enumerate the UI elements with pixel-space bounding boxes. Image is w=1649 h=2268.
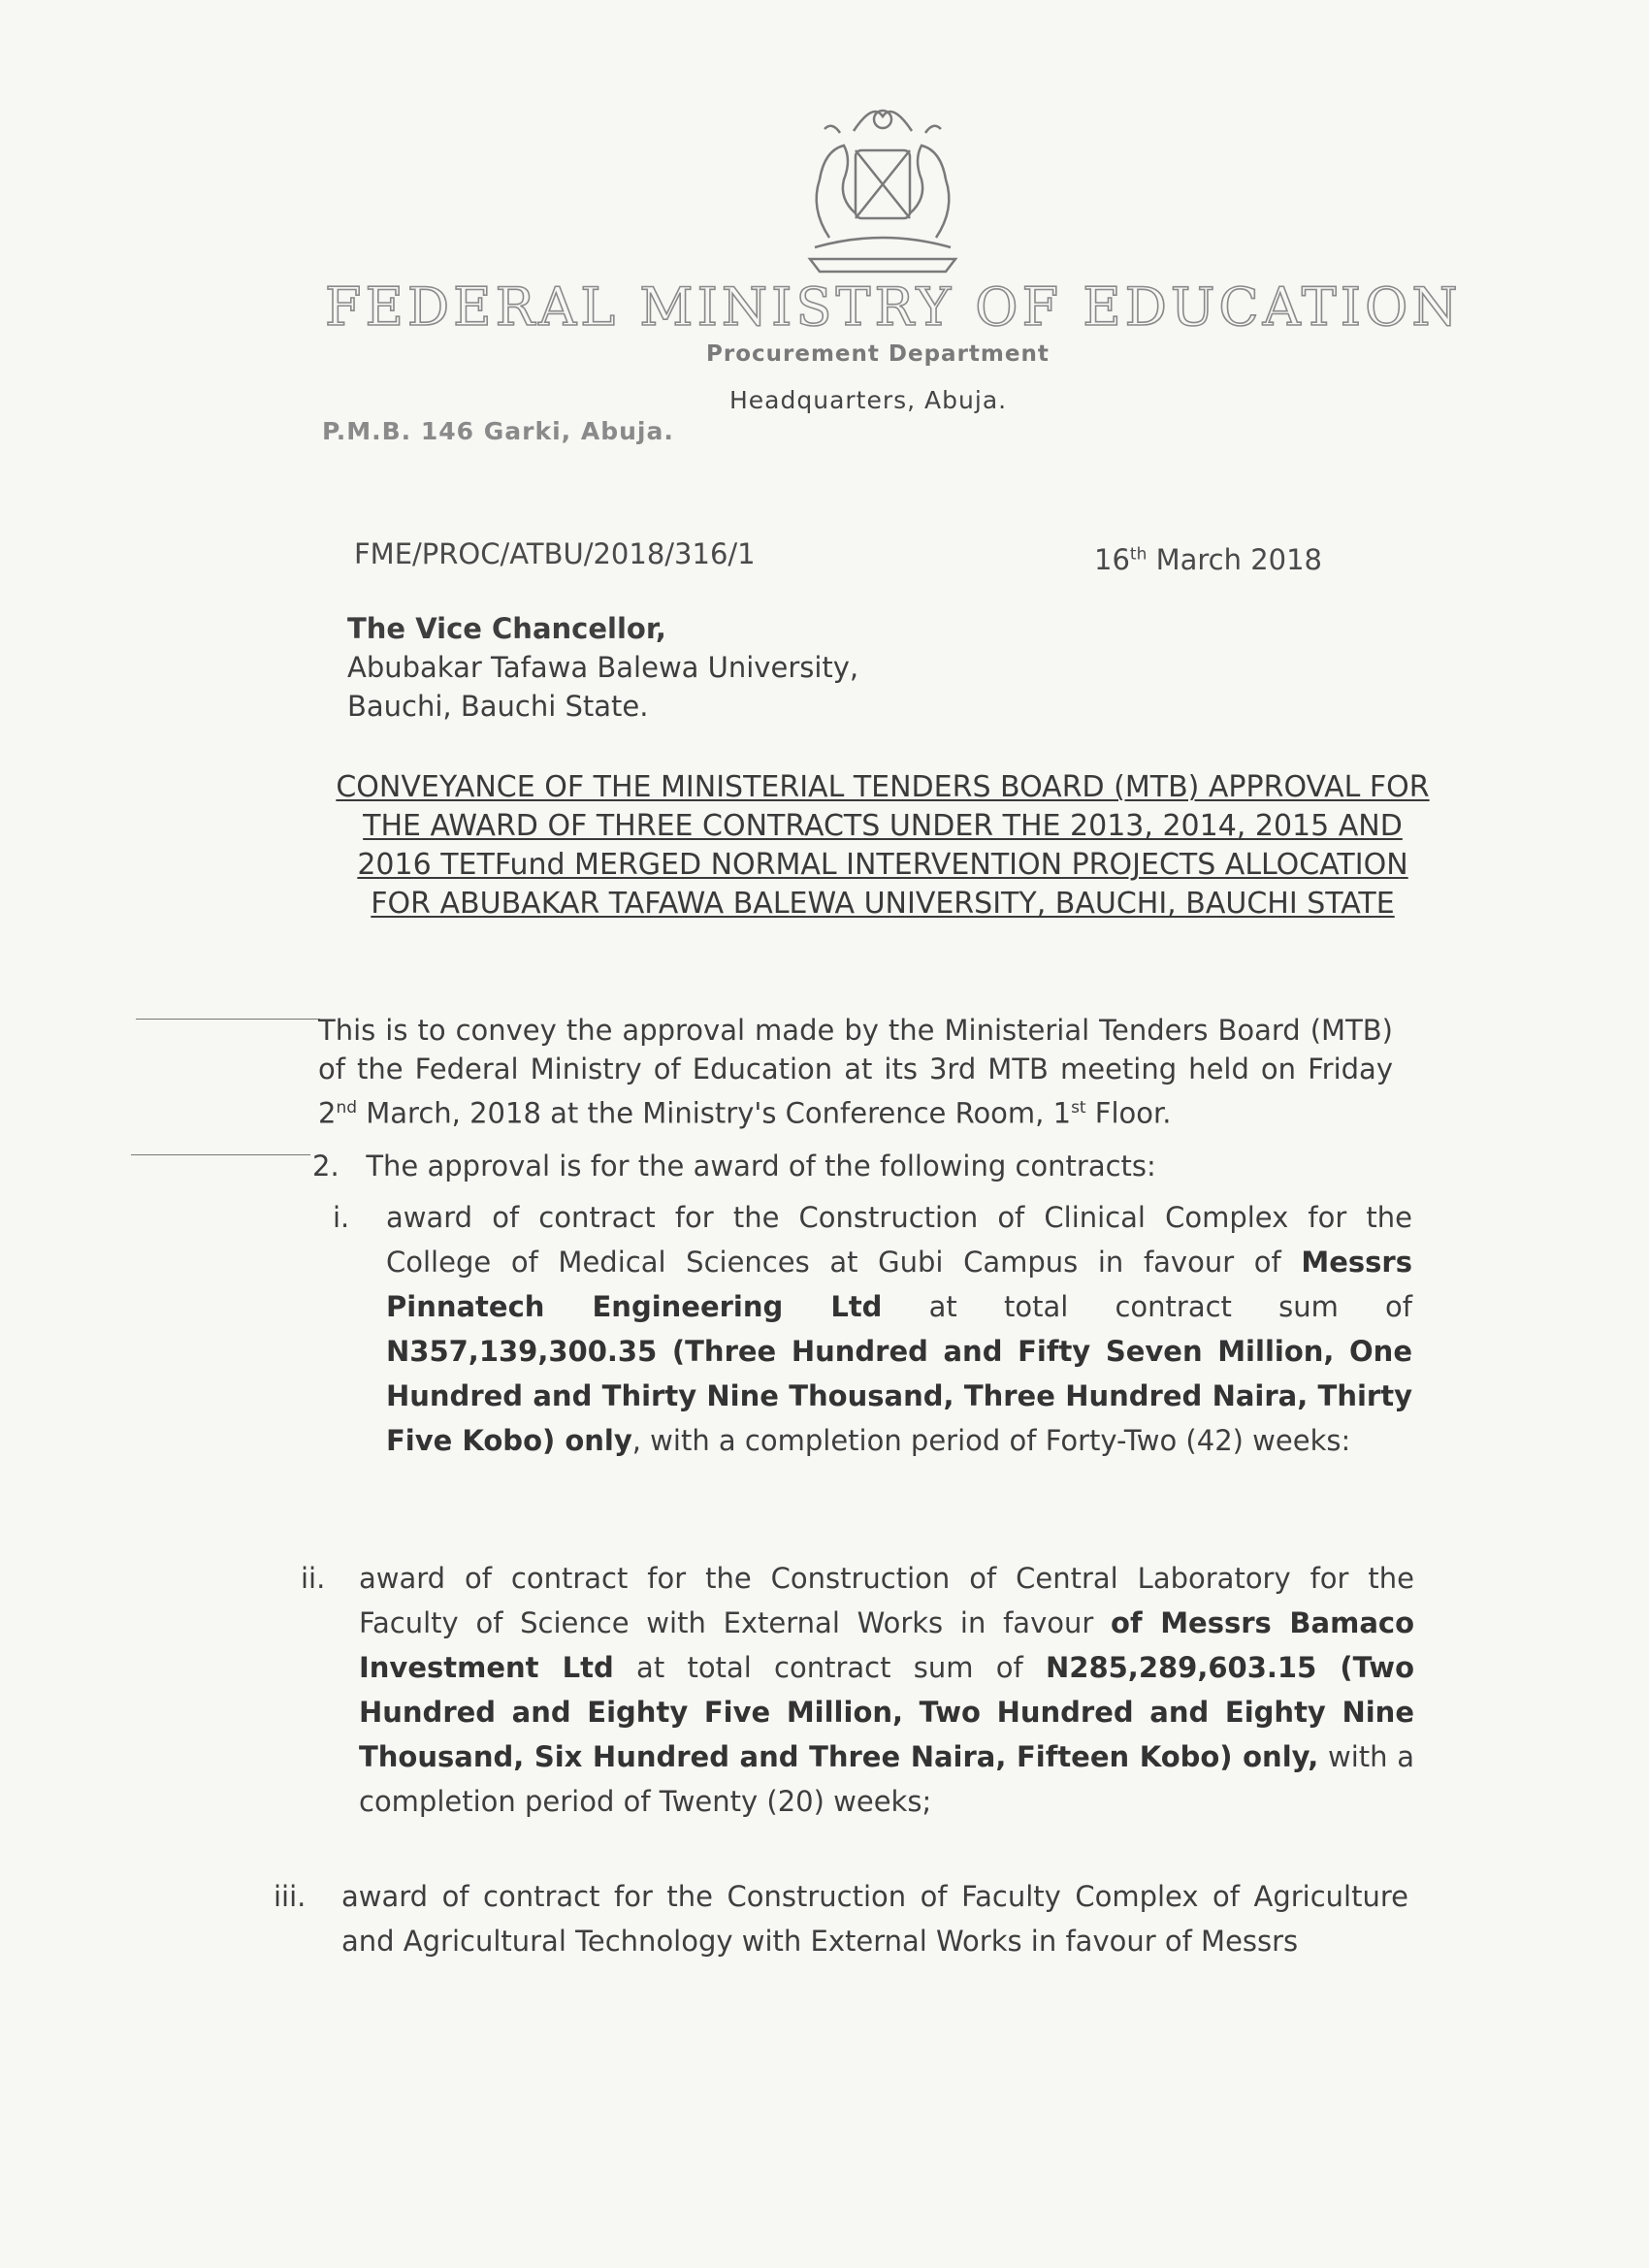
addressee-location: Bauchi, Bauchi State. bbox=[347, 690, 649, 723]
margin-rule bbox=[136, 1019, 320, 1020]
contractor-name: of Messrs Bamaco Investment Ltd bbox=[359, 1606, 1414, 1684]
contractor-name: Messrs Pinnatech Engineering Ltd bbox=[386, 1246, 1412, 1323]
contract-item-3: iii. award of contract for the Construction of Faculty Complex of Agriculture and Agricultural Technology with External Works in favour of Messrs bbox=[341, 1874, 1408, 1963]
contract-item-2: ii. award of contract for the Construction of Central Laboratory for the Faculty of Science with External Works in favour of Messrs Bamaco Investment Ltd at total contract sum of N285,289,603.15 (Two Hundred and Eighty Five Million, Two Hundred and Eighty Nine Thousand, Six Hundred and Three Naira, Fifteen Kobo) only, with a completion period of Twenty (20) weeks; bbox=[359, 1556, 1414, 1824]
contract-amount: N285,289,603.15 (Two Hundred and Eighty Five Million, Two Hundred and Eighty Nine Thousand, Six Hundred and Three Naira, Fifteen Kobo) only, bbox=[359, 1651, 1414, 1773]
item-numeral: iii. bbox=[274, 1880, 307, 1913]
coat-of-arms-emblem bbox=[786, 92, 980, 276]
department-name: Procurement Department bbox=[706, 341, 1050, 367]
ministry-title: FEDERAL MINISTRY OF EDUCATION bbox=[325, 276, 1462, 338]
item-numeral: i. bbox=[333, 1201, 350, 1234]
subject-heading: CONVEYANCE OF THE MINISTERIAL TENDERS BOARD (MTB) APPROVAL FOR THE AWARD OF THREE CONTRACTS UNDER THE 2013, 2014, 2015 AND 2016 TETFund MERGED NORMAL INTERVENTION PROJECTS ALLOCATION FOR ABUBAKAR TAFAWA BALEWA UNIVERSITY, BAUCHI, BAUCHI STATE bbox=[336, 770, 1430, 921]
addressee-block bbox=[347, 609, 858, 726]
headquarters-line: Headquarters, Abuja. bbox=[729, 386, 1008, 414]
letter-date: 16th March 2018 bbox=[1094, 543, 1323, 576]
paragraph-2: 2. The approval is for the award of the following contracts: bbox=[312, 1150, 1156, 1183]
postal-address: P.M.B. 146 Garki, Abuja. bbox=[322, 417, 674, 445]
contract-amount: N357,139,300.35 (Three Hundred and Fifty Seven Million, One Hundred and Thirty Nine Thousand, Three Hundred Naira, Thirty Five Kobo) only bbox=[386, 1335, 1412, 1457]
addressee-institution: Abubakar Tafawa Balewa University, bbox=[347, 651, 859, 684]
addressee-title: The Vice Chancellor, bbox=[347, 612, 666, 645]
item-numeral: ii. bbox=[301, 1562, 326, 1595]
reference-number: FME/PROC/ATBU/2018/316/1 bbox=[354, 537, 756, 570]
paragraph-1: This is to convey the approval made by the Ministerial Tenders Board (MTB) of the Federal Ministry of Education at its 3rd MTB meeting held on Friday 2nd March, 2018 at the Ministry's Conference Room, 1st Floor. bbox=[318, 1014, 1393, 1130]
margin-rule bbox=[131, 1154, 310, 1155]
contract-item-1: i. award of contract for the Construction of Clinical Complex for the College of Medical Sciences at Gubi Campus in favour of Messrs Pinnatech Engineering Ltd at total contract sum of N357,139,300.35 (Three Hundred and Fifty Seven Million, One Hundred and Thirty Nine Thousand, Three Hundred Naira, Thirty Five Kobo) only, with a completion period of Forty-Two (42) weeks: bbox=[386, 1195, 1412, 1463]
